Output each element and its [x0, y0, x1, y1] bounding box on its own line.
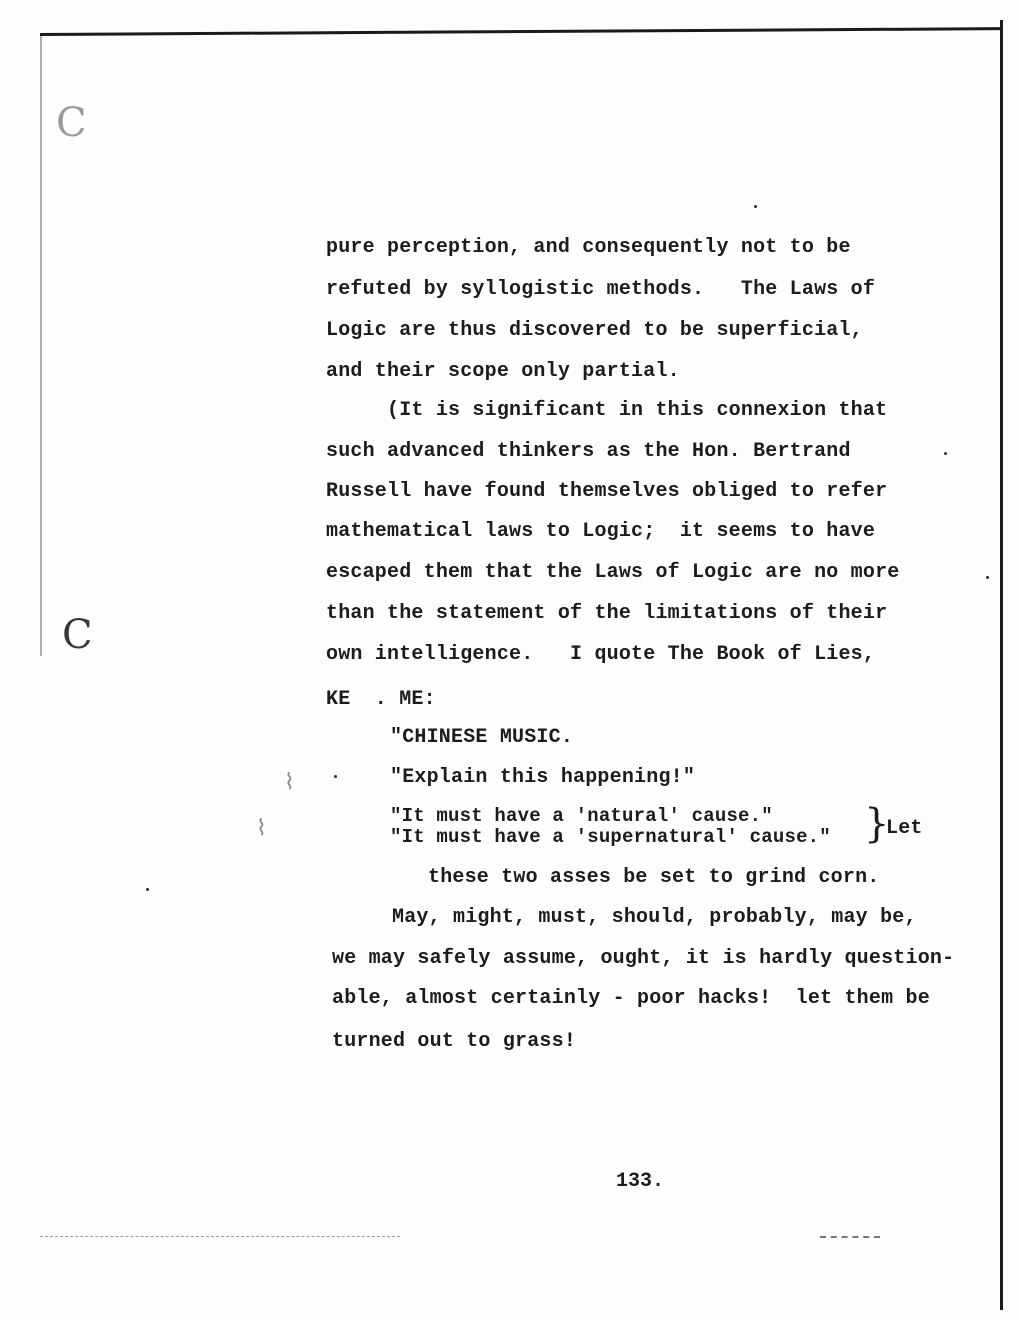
brace-icon: }	[864, 801, 890, 847]
page-top-edge	[40, 27, 1002, 36]
page-right-edge	[1000, 20, 1003, 1310]
bottom-edge-mark	[820, 1236, 880, 1239]
punch-hole-icon: C	[56, 100, 87, 146]
text-line: able, almost certainly - poor hacks! let them be	[332, 987, 930, 1010]
quote-line: "It must have a 'supernatural' cause."	[390, 826, 831, 848]
quote-brace-text: Let	[886, 817, 923, 840]
bottom-edge-mark	[40, 1236, 400, 1238]
speck	[334, 775, 337, 778]
quote-line: these two asses be set to grind corn.	[428, 866, 880, 889]
speck	[986, 576, 989, 579]
text-line: than the statement of the limitations of their	[326, 602, 888, 625]
speck	[754, 205, 757, 208]
text-line: Logic are thus discovered to be superficial,	[326, 319, 863, 342]
page-left-edge	[40, 36, 42, 656]
margin-scribble: ⌇	[284, 770, 295, 795]
quote-line: "It must have a 'natural' cause."	[390, 805, 773, 827]
page-number: 133.	[616, 1170, 665, 1193]
margin-scribble: ⌇	[256, 816, 267, 841]
text-line: refuted by syllogistic methods. The Laws of	[326, 278, 876, 301]
punch-hole-icon: C	[62, 612, 93, 658]
text-line: (It is significant in this connexion that	[326, 399, 888, 422]
speck	[146, 888, 149, 891]
text-line: turned out to grass!	[332, 1030, 577, 1053]
speck	[944, 452, 947, 455]
text-line: escaped them that the Laws of Logic are no more	[326, 561, 900, 584]
text-line: and their scope only partial.	[326, 360, 680, 383]
text-line: KE . ME:	[326, 688, 436, 711]
text-line: pure perception, and consequently not to be	[326, 236, 851, 259]
quote-line: "Explain this happening!"	[390, 766, 696, 789]
text-line: own intelligence. I quote The Book of Lies,	[326, 643, 876, 666]
text-line: such advanced thinkers as the Hon. Bertrand	[326, 440, 851, 463]
text-line: Russell have found themselves obliged to refer	[326, 480, 888, 503]
text-line: we may safely assume, ought, it is hardly question-	[332, 947, 955, 970]
quote-heading: "CHINESE MUSIC.	[390, 726, 574, 749]
text-line: mathematical laws to Logic; it seems to have	[326, 520, 876, 543]
text-line: May, might, must, should, probably, may be,	[392, 906, 917, 929]
